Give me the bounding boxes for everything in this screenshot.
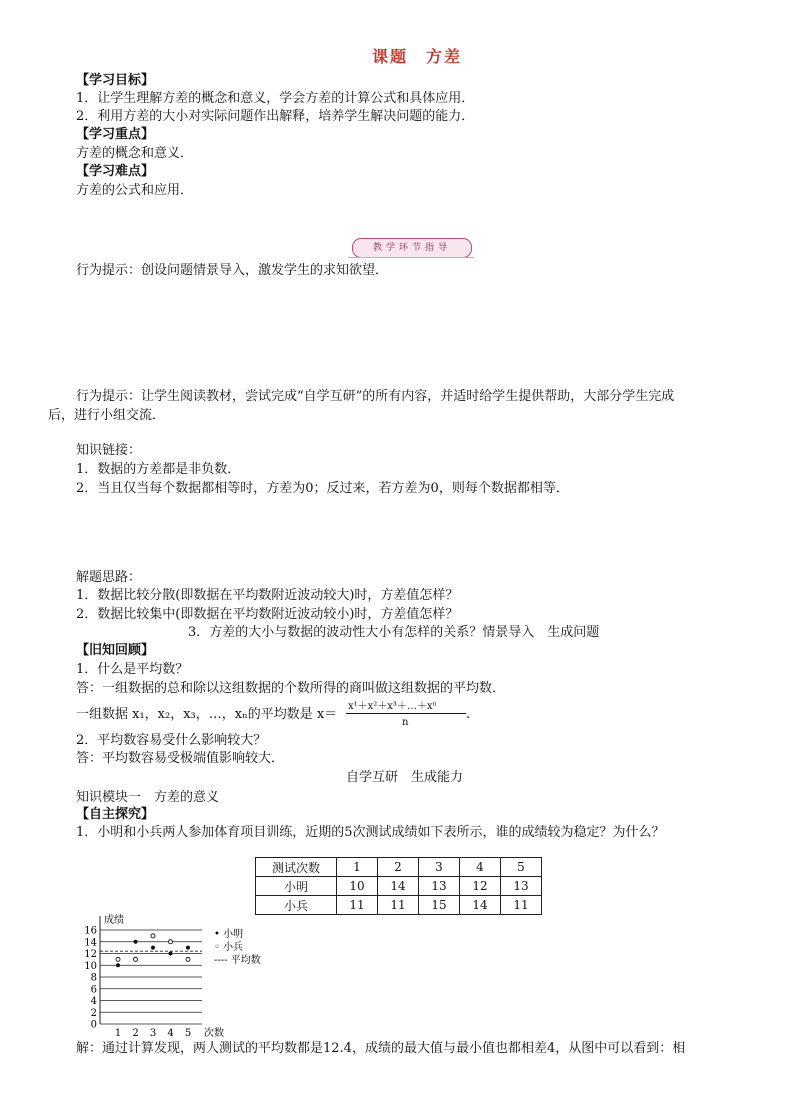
y-tick-label: 14 [84,937,97,949]
module-heading: 知识模块一 方差的意义 [76,790,220,805]
table-cell: 14 [378,877,419,896]
key-points-text: 方差的概念和意义． [76,146,194,161]
table-cell: 11 [337,896,378,915]
table-cell: 11 [501,896,542,915]
behavior-hint-line: 后，进行小组交流． [48,408,166,423]
solution-idea-item: 2．数据比较集中(即数据在平均数附近波动较小)时，方差值怎样？ [76,607,459,622]
review-question: 2．平均数容易受什么影响较大？ [76,733,267,748]
x-tick-label: 1 [114,1028,122,1039]
x-tick-label: 2 [132,1028,139,1039]
mean-formula-denominator: n [402,717,409,728]
knowledge-link-item: 1．数据的方差都是非负数． [76,462,241,477]
table-cell: 小明 [256,877,337,896]
y-axis-label: 成绩 [104,915,124,926]
review-answer: 答：平均数容易受极端值影响较大． [76,751,285,766]
y-tick-label: 12 [84,949,97,960]
x-axis-label: 次数 [204,1028,224,1039]
mean-formula-prefix: 一组数据 x₁，x₂，x₃，…，xₙ的平均数是 x＝ [76,707,338,722]
behavior-hint-line: 行为提示：让学生阅读教材，尝试完成“自学互研”的所有内容，并适时给学生提供帮助，大部分学生完成 [76,389,675,404]
teaching-guide-banner: 教学环节指导 [352,238,472,258]
y-tick-label: 4 [90,996,97,1007]
banner-underline [348,257,474,258]
objectives-header: 【学习目标】 [76,73,155,88]
y-tick-label: 16 [84,925,97,937]
problem-text: 1．小明和小兵两人参加体育项目训练，近期的5次测试成绩如下表所示，谁的成绩较为稳定？为什么？ [76,825,665,840]
y-tick-label: 2 [90,1007,97,1019]
xiaoming-point [169,952,173,956]
review-answer: 答：一组数据的总和除以这组数据的个数所得的商叫做这组数据的平均数． [76,681,506,696]
y-tick-label: 6 [90,984,97,996]
table-row [256,877,542,896]
table-header-cell: 5 [501,858,542,877]
legend-entry: • 小明 [214,929,244,940]
xiaoming-point [134,940,138,944]
fraction-bar [346,713,466,714]
table-cell: 12 [460,877,501,896]
x-tick-label: 3 [149,1028,157,1039]
objective-item: 2．利用方差的大小对实际问题作出解释，培养学生解决问题的能力． [76,109,475,124]
solution-idea-item: 1．数据比较分散(即数据在平均数附近波动较大)时，方差值怎样？ [76,588,459,603]
mean-formula-numerator: x¹＋x²＋x³＋…＋xⁿ [348,701,437,712]
xiaobing-point [151,934,155,938]
score-table [255,857,542,915]
xiaobing-point [134,957,138,961]
table-cell: 10 [337,877,378,896]
table-cell: 15 [419,896,460,915]
solution-idea-item: 3．方差的大小与数据的波动性大小有怎样的关系？情景导入 生成问题 [188,625,600,640]
xiaoming-point [151,946,155,950]
behavior-hint: 行为提示：创设问题情景导入，激发学生的求知欲望． [76,263,389,278]
difficulties-header: 【学习难点】 [76,164,155,179]
section-heading: 自学互研 生成能力 [346,770,464,785]
xiaobing-point [186,957,190,961]
xiaobing-point [169,940,173,944]
formula-period: . [466,707,471,722]
table-header-cell: 测试次数 [256,858,337,877]
table-cell: 14 [460,896,501,915]
legend-entry: ◦ 小兵 [214,942,244,953]
solution-idea-header: 解题思路： [76,570,142,585]
knowledge-link-item: 2．当且仅当每个数据都相等时，方差为0；反过来，若方差为0，则每个数据都相等． [76,481,569,496]
x-tick-label: 5 [184,1028,192,1039]
y-tick-label: 8 [90,972,97,984]
page-title: 课题 方差 [371,47,462,66]
y-tick-label: 10 [84,960,97,972]
legend-entry: ---- 平均数 [214,955,261,966]
knowledge-link-header: 知识链接： [76,443,142,458]
table-cell: 13 [419,877,460,896]
xiaoming-point [116,963,120,967]
objective-item: 1．让学生理解方差的概念和意义，学会方差的计算公式和具体应用． [76,91,475,106]
review-header: 【旧知回顾】 [76,643,155,658]
explore-header: 【自主探究】 [76,807,155,822]
y-tick-label: 0 [90,1019,97,1031]
xiaoming-point [186,946,190,950]
table-header-cell: 4 [460,858,501,877]
score-chart [76,912,316,1040]
table-header-row [256,858,542,877]
solution-line: 解：通过计算发现，两人测试的平均数都是12.4，成绩的最大值与最小值也都相差4，从图中可以看到：相 [76,1041,686,1056]
table-cell: 11 [378,896,419,915]
table-cell: 13 [501,877,542,896]
review-question: 1．什么是平均数？ [76,662,189,677]
table-header-cell: 3 [419,858,460,877]
table-header-cell: 1 [337,858,378,877]
xiaobing-point [116,957,120,961]
x-tick-label: 4 [167,1028,174,1039]
difficulties-text: 方差的公式和应用． [76,183,194,198]
key-points-header: 【学习重点】 [76,127,155,142]
table-cell: 小兵 [256,896,337,915]
table-header-cell: 2 [378,858,419,877]
